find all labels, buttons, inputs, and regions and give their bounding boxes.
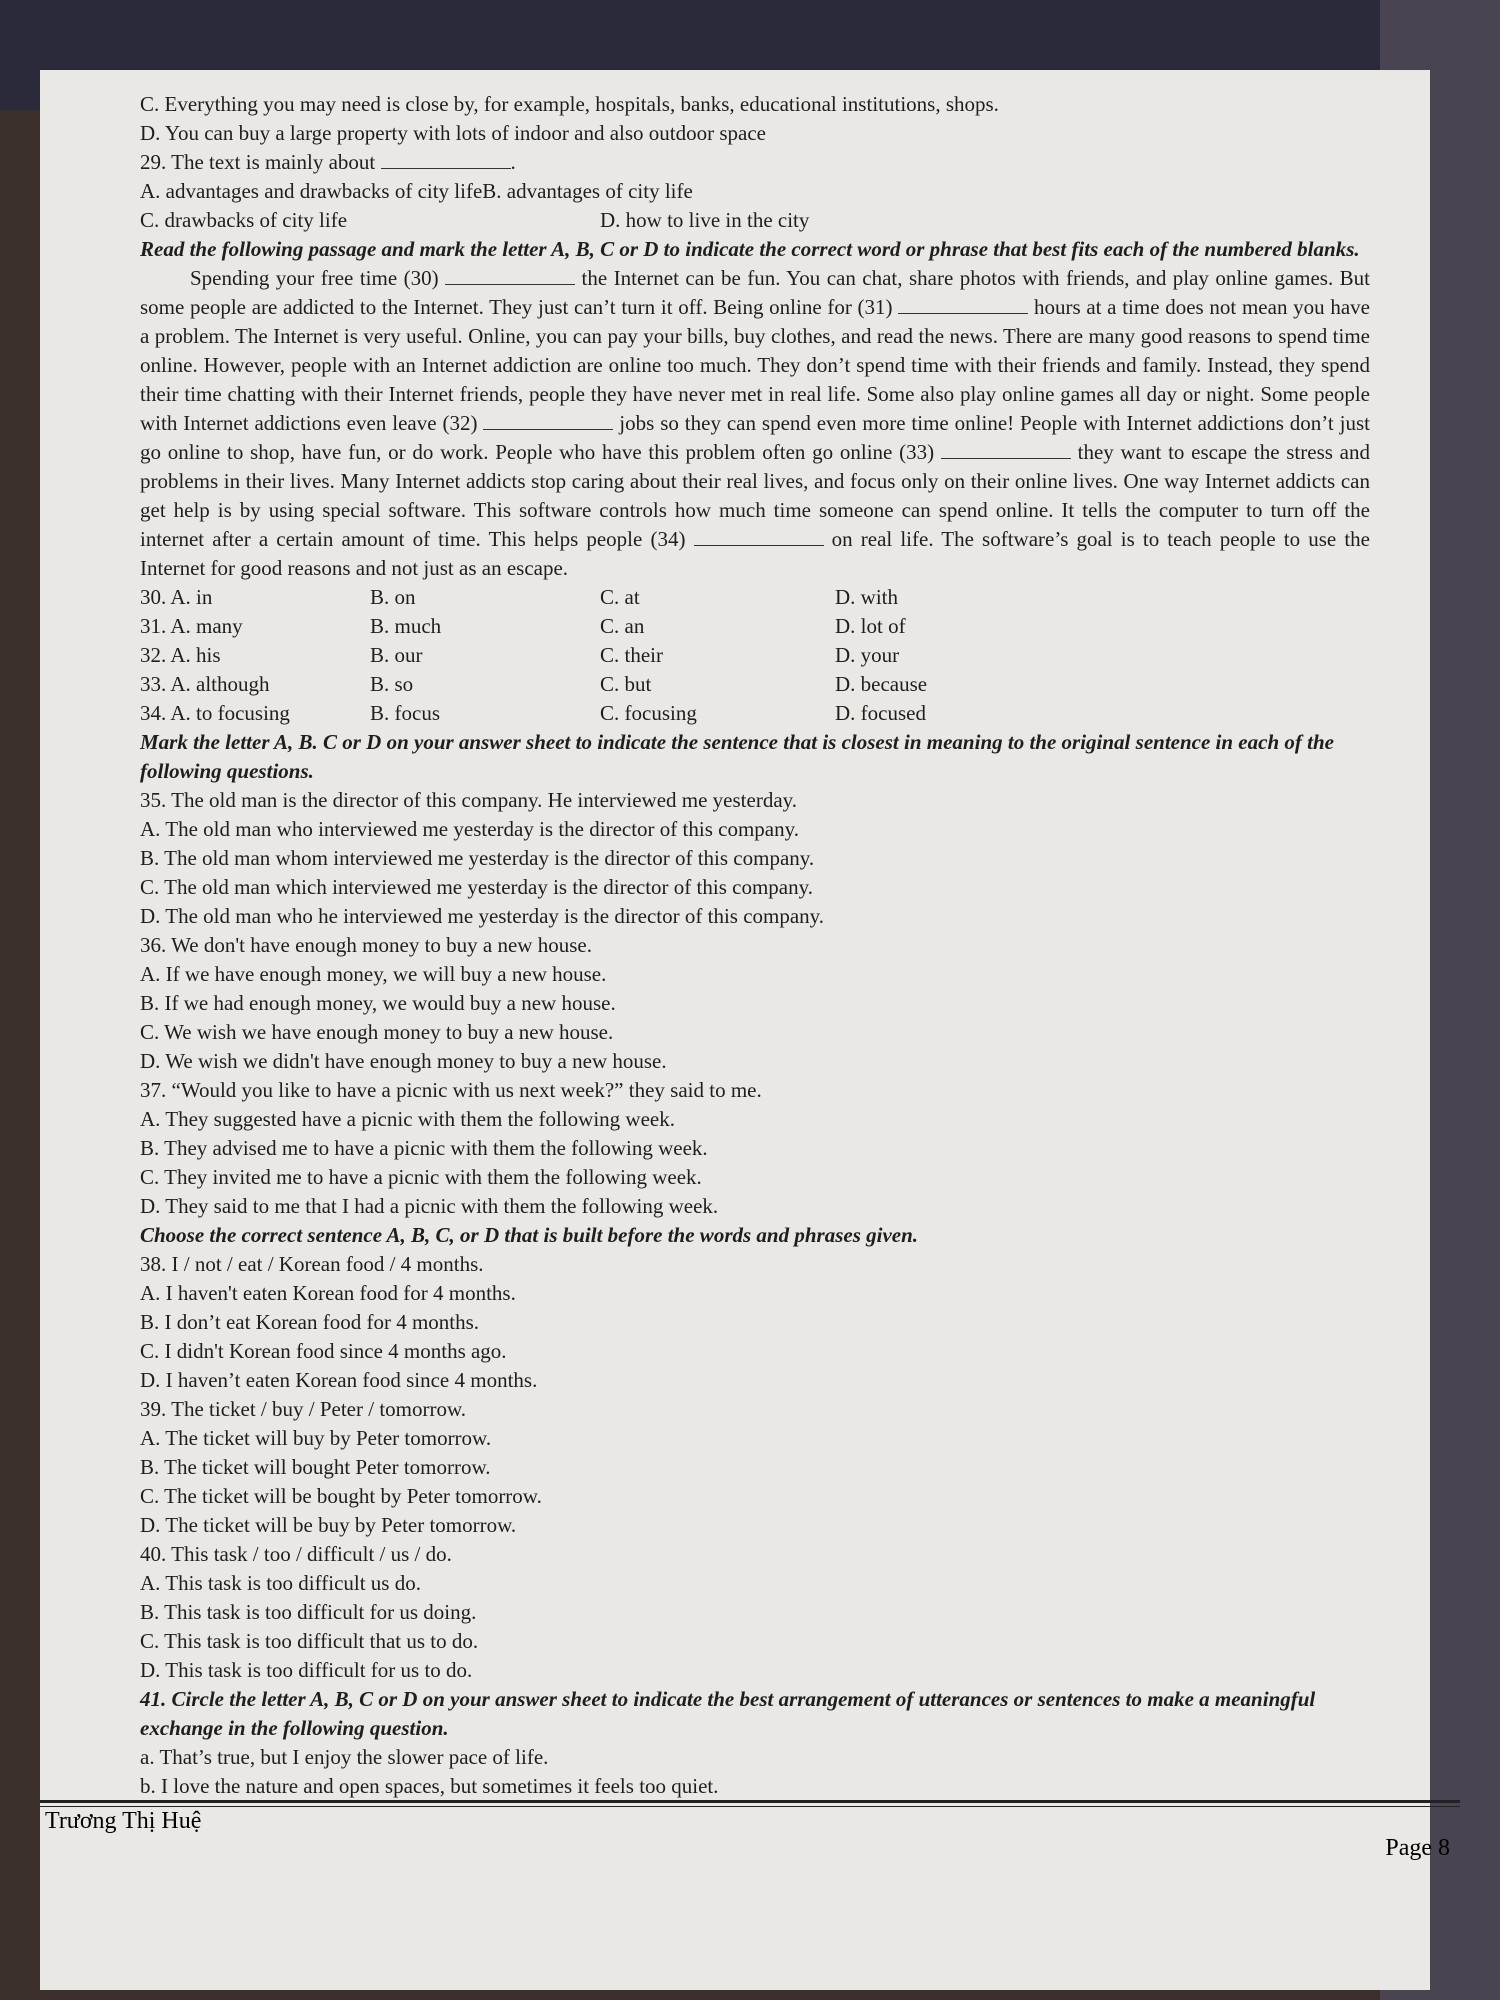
option-b[interactable]: B. much [370, 614, 442, 638]
option-a[interactable]: A. They suggested have a picnic with them the following week. [140, 1107, 675, 1131]
question-stem: 40. This task / too / difficult / us / do. [140, 1542, 452, 1566]
option-c[interactable]: C. They invited me to have a picnic with them the following week. [140, 1165, 702, 1189]
footer-author: Trương Thị Huệ [45, 1808, 202, 1834]
option-d[interactable]: D. focused [835, 701, 926, 725]
options-row-33 [140, 670, 1370, 699]
worksheet-page [40, 70, 1430, 1990]
utterance-a: a. That’s true, but I enjoy the slower pace of life. [140, 1745, 549, 1769]
option-b[interactable]: B. our [370, 643, 423, 667]
section-instruction: Mark the letter A, B. C or D on your answer sheet to indicate the sentence that is closest in meaning to the original sentence in each of the following questions. [140, 730, 1334, 783]
blank-33[interactable] [941, 440, 1071, 459]
question-40 [140, 1540, 1370, 1685]
option-a[interactable]: A. The ticket will buy by Peter tomorrow. [140, 1426, 492, 1450]
option-text: D. how to live in the city [600, 208, 810, 232]
utterance-b: b. I love the nature and open spaces, but sometimes it feels too quiet. [140, 1774, 719, 1798]
option-d[interactable]: D. because [835, 672, 928, 696]
question-36 [140, 931, 1370, 1076]
text-line: D. You can buy a large property with lots of indoor and also outdoor space [140, 121, 767, 145]
option-b[interactable]: B. focus [370, 701, 440, 725]
option-d[interactable]: D. with [835, 585, 898, 609]
option-b[interactable]: B. The ticket will bought Peter tomorrow. [140, 1455, 491, 1479]
section-instruction: Read the following passage and mark the letter A, B, C or D to indicate the correct word or phrase that best fits each of the numbered blanks. [140, 237, 1360, 261]
option-d[interactable]: D. The ticket will be buy by Peter tomorrow. [140, 1513, 517, 1537]
options-row-34 [140, 699, 1370, 728]
question-29-options-ab [140, 177, 1370, 206]
question-41-instruction: 41. Circle the letter A, B, C or D on your answer sheet to indicate the best arrangement of utterances or sentences to make a meaningful exchange in the following question. [140, 1687, 1316, 1740]
option-c[interactable]: C. but [600, 672, 652, 696]
option-c[interactable]: C. The old man which interviewed me yesterday is the director of this company. [140, 875, 813, 899]
passage-text: hours at a time does not mean you have a problem. The Internet is very useful. Online, you can pay your bills, buy clothes, and read the news. There are many good reasons to spend time online. However, people with an Internet addiction are online too much. They don’t spend time with their friends and family. Instead, they spend their time chatting with their Internet friends, people they have never met in real life. Some also play online games all day or night. Some people with Internet addictions even leave (32) [140, 295, 1370, 435]
option-c[interactable]: C. an [600, 614, 645, 638]
blank-31[interactable] [898, 295, 1028, 314]
option-b[interactable]: B. I don’t eat Korean food for 4 months. [140, 1310, 480, 1334]
question-stem: 39. The ticket / buy / Peter / tomorrow. [140, 1397, 467, 1421]
question-stem: 37. “Would you like to have a picnic with us next week?” they said to me. [140, 1078, 762, 1102]
question-stem: 38. I / not / eat / Korean food / 4 months. [140, 1252, 484, 1276]
option-a[interactable]: A. If we have enough money, we will buy a new house. [140, 962, 607, 986]
option-text: C. drawbacks of city life [140, 208, 348, 232]
blank-32[interactable] [483, 411, 613, 430]
option-b[interactable]: B. The old man whom interviewed me yesterday is the director of this company. [140, 846, 815, 870]
option-text: A. advantages and drawbacks of city lifeB. advantages of city life [140, 179, 693, 203]
blank-34[interactable] [694, 527, 824, 546]
option-c[interactable]: C. at [600, 585, 640, 609]
option-c[interactable]: C. This task is too difficult that us to do. [140, 1629, 479, 1653]
question-29-options-cd [140, 206, 1370, 235]
option-d[interactable]: D. I haven’t eaten Korean food since 4 months. [140, 1368, 538, 1392]
option-a[interactable]: A. The old man who interviewed me yesterday is the director of this company. [140, 817, 799, 841]
options-row-32 [140, 641, 1370, 670]
question-39 [140, 1395, 1370, 1540]
option-c[interactable]: C. their [600, 643, 663, 667]
option-d[interactable]: D. We wish we didn't have enough money to buy a new house. [140, 1049, 667, 1073]
option-a[interactable]: 32. A. his [140, 643, 221, 667]
option-d[interactable]: D. This task is too difficult for us to do. [140, 1658, 473, 1682]
option-b[interactable]: B. They advised me to have a picnic with them the following week. [140, 1136, 708, 1160]
options-row-30 [140, 583, 1370, 612]
question-29: 29. The text is mainly about . [140, 150, 516, 174]
answer-blank[interactable] [381, 150, 511, 169]
option-a[interactable]: 33. A. although [140, 672, 270, 696]
option-a[interactable]: 31. A. many [140, 614, 243, 638]
reading-passage [140, 264, 1370, 583]
footer-divider [40, 1800, 1460, 1807]
passage-text: the Internet can be fun. You can chat, share photos with friends, and play online games. But some people are addicted to the Internet. They just can’t turn it off. Being online for (31) [140, 266, 1371, 319]
option-b[interactable]: B. This task is too difficult for us doing. [140, 1600, 477, 1624]
option-c[interactable]: C. The ticket will be bought by Peter tomorrow. [140, 1484, 542, 1508]
passage-text: Spending your free time (30) [190, 266, 439, 290]
option-d[interactable]: D. The old man who he interviewed me yesterday is the director of this company. [140, 904, 825, 928]
option-a[interactable]: A. This task is too difficult us do. [140, 1571, 421, 1595]
option-a[interactable]: A. I haven't eaten Korean food for 4 months. [140, 1281, 516, 1305]
question-38 [140, 1250, 1370, 1395]
blank-30[interactable] [445, 266, 575, 285]
question-stem: 36. We don't have enough money to buy a new house. [140, 933, 592, 957]
option-d[interactable]: D. lot of [835, 614, 906, 638]
question-stem: 35. The old man is the director of this company. He interviewed me yesterday. [140, 788, 798, 812]
text-line: C. Everything you may need is close by, for example, hospitals, banks, educational institutions, shops. [140, 92, 999, 116]
options-row-31 [140, 612, 1370, 641]
passage-text: on real life. The software’s goal is to teach people to use the Internet for good reasons and not just as an escape. [140, 527, 1370, 580]
option-d[interactable]: D. your [835, 643, 900, 667]
option-b[interactable]: B. If we had enough money, we would buy a new house. [140, 991, 616, 1015]
option-b[interactable]: B. on [370, 585, 416, 609]
option-c[interactable]: C. We wish we have enough money to buy a new house. [140, 1020, 614, 1044]
option-c[interactable]: C. I didn't Korean food since 4 months ago. [140, 1339, 507, 1363]
passage-text: jobs so they can spend even more time online! People with Internet addictions don’t just go online to shop, have fun, or do work. People who have this problem often go online (33) [140, 411, 1371, 464]
option-d[interactable]: D. They said to me that I had a picnic with them the following week. [140, 1194, 719, 1218]
option-a[interactable]: 30. A. in [140, 585, 213, 609]
question-37 [140, 1076, 1370, 1221]
option-c[interactable]: C. focusing [600, 701, 697, 725]
page-number: Page 8 [1385, 1835, 1450, 1861]
question-stem: 29. The text is mainly about [140, 150, 376, 174]
passage-text: they want to escape the stress and problems in their lives. Many Internet addicts stop caring about their real lives, and focus only on their online lives. One way Internet addicts can get help is by using special software. This software controls how much time someone can spend online. It tells the computer to turn off the internet after a certain amount of time. This helps people (34) [140, 440, 1370, 551]
question-35 [140, 786, 1370, 931]
option-a[interactable]: 34. A. to focusing [140, 701, 290, 725]
option-b[interactable]: B. so [370, 672, 414, 696]
section-instruction: Choose the correct sentence A, B, C, or D that is built before the words and phrases given. [140, 1223, 919, 1247]
